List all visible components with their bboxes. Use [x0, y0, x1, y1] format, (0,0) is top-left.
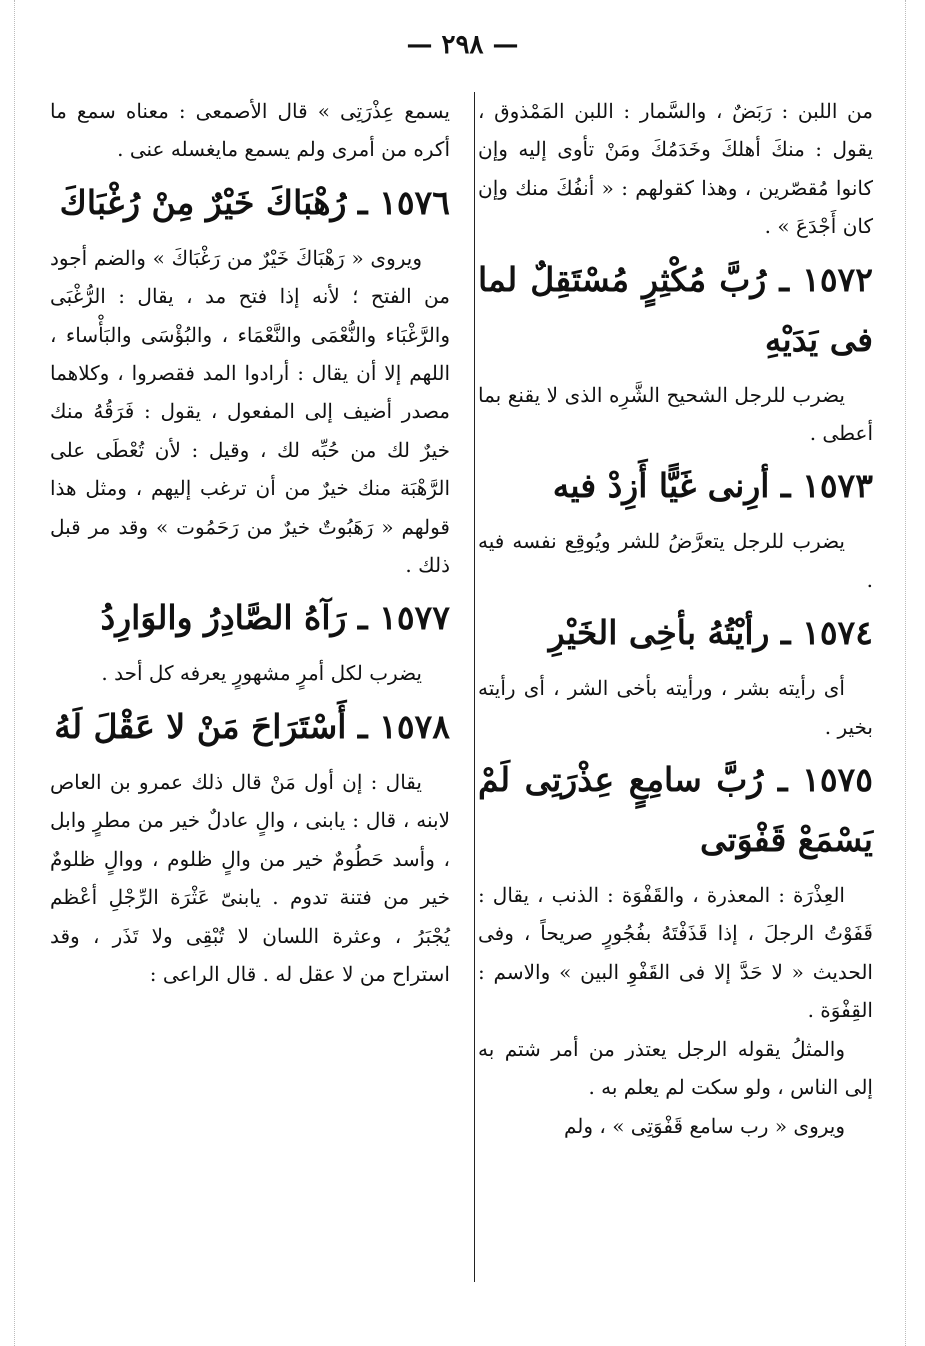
commentary-paragraph: العِذْرَة : المعذرة ، والقَفْوَة : الذنب ، يقال : قَفَوْتُ الرجلَ ، إذا قَذَفْتَهُ بفُجُورٍ صريحاً ، وفى الحديث « لا حَدَّ إلا فى القَفْوِ البين » والاسم : القِفْوَة .: [478, 883, 873, 1023]
commentary-paragraph: والمثلُ يقوله الرجل يعتذر من أمر شتم به إلى الناس ، ولو سكت لم يعلم به .: [478, 1036, 873, 1100]
left-column: [50, 92, 450, 993]
commentary-paragraph: يضرب لكل أمرٍ مشهورٍ يعرفه كل أحد .: [101, 661, 422, 686]
commentary-paragraph: يقال : إن أول مَنْ قال ذلك عمرو بن العاص لابنه ، قال : يابنى ، والٍ عادلٌ خير من مطرٍ وابل ، وأسد حَطُومٌ خير من والٍ ظلوم ، ووالٍ ظلومٌ خير من فتنة تدوم . يابنىّ عَثْرَة الرِّجْلِ أعْظم يُجْبَرُ ، وعثرة اللسان لا تُبْقِى ولا تَذَر ، وقد استراح من لا عقل له . قال الراعى :: [50, 769, 450, 986]
scan-edge-right: [905, 0, 906, 1346]
commentary-paragraph: من اللبن : رَبَضٌ ، والسَّمار : اللبن المَمْذوق ، يقول : منكَ أهلكَ وخَدَمُكَ ومَنْ تأوى إليه وإن كانوا مُقصّرين ، وهذا كقولهم : « أنفُكَ منك وإن كان أَجْدَعَ » .: [478, 99, 873, 239]
right-column: [478, 92, 873, 1145]
proverb-heading: ١٥٧٤ ـ رأيْتُهُ بأخِى الخَيْرِ: [548, 613, 873, 653]
commentary-paragraph: يسمع عِذْرَتِى » قال الأصمعى : معناه سمع ما أكره من أمرى ولم يسمع مايغسله عنى .: [50, 99, 450, 162]
commentary-paragraph: يضرب للرجل يتعرَّضُ للشر ويُوقِع نفسه فيه .: [478, 529, 873, 592]
scan-edge-left: [14, 0, 15, 1346]
proverb-heading: ١٥٧٦ ـ رُهْبَاكَ خَيْرٌ مِنْ رُغْبَاكَ: [59, 182, 450, 222]
commentary-paragraph: أى رأيته بشر ، ورأيته بأخى الشر ، أى رأيته بخير .: [478, 676, 873, 739]
page-number: — ٢٩٨ —: [406, 30, 519, 60]
proverb-heading: ١٥٧٨ ـ أَسْتَرَاحَ مَنْ لا عَقْلَ لَهُ: [54, 706, 450, 746]
commentary-paragraph: يضرب للرجل الشحيح الشَّرِه الذى لا يقنع بما أعطى .: [478, 382, 873, 446]
proverb-heading: ١٥٧٧ ـ رَآهُ الصَّادِرُ والوَارِدُ: [100, 598, 450, 638]
column-divider: [474, 92, 475, 1282]
proverb-heading: ١٥٧٣ ـ أرِنى غَيًّا أَزِدْ فيه: [552, 466, 873, 506]
commentary-paragraph: ويروى « رب سامع قَفْوَتِى » ، ولم: [563, 1113, 845, 1138]
commentary-paragraph: ويروى « رَهْبَاكَ خَيْرٌ من رَغْبَاكَ » والضم أجود من الفتح ؛ لأنه إذا فتح مد ، يقال : الرُّغْبَى والرَّغْبَاء والنُّعْمَى والنَّعْمَاء ، والبُؤْسَى والبَأْساء ، اللهم إلا أن يقال : أرادوا المد فقصروا ، وكلاهما مصدر أضيف إلى المفعول ، يقول : فَرَقُهُ منك خيرٌ لك من حُبِّه لك ، وقيل : لأن تُعْطَى على الرَّهْبَة منك خيرٌ من أن ترغب إليهم ، ومثل هذا قولهم « رَهَبُوتٌ خيرٌ من رَحَمُوت » وقد مر قبل ذلك .: [50, 245, 450, 578]
proverb-heading: ١٥٧٥ ـ رُبَّ سامِعٍ عِذْرَتِى لَمْ يَسْمَعْ قَفْوَتى: [478, 760, 873, 860]
proverb-heading: ١٥٧٢ ـ رُبَّ مُكْثِرٍ مُسْتَقِلٌ لما فى يَدَيْهِ: [478, 259, 873, 359]
